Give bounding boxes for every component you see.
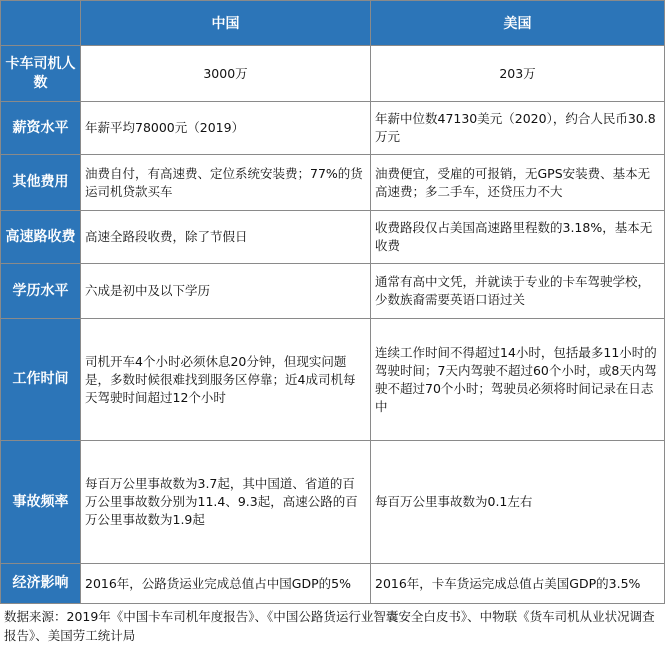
row-label: 薪资水平	[1, 102, 81, 155]
usa-cell: 2016年，卡车货运完成总值占美国GDP的3.5%	[371, 564, 665, 604]
table-row	[1, 319, 665, 441]
row-label: 卡车司机人数	[1, 46, 81, 102]
china-cell: 司机开车4个小时必须休息20分钟，但现实问题是，多数时候很难找到服务区停靠；近4成司机每天驾驶时间超过12个小时	[81, 319, 371, 441]
row-label: 学历水平	[1, 264, 81, 319]
header-corner	[1, 1, 81, 46]
data-source-note: 数据来源：2019年《中国卡车司机年度报告》、《中国公路货运行业智囊安全白皮书》、中物联《货车司机从业状况调查报告》、美国劳工统计局	[4, 609, 655, 643]
row-label: 工作时间	[1, 319, 81, 441]
china-cell: 六成是初中及以下学历	[81, 264, 371, 319]
row-label: 其他费用	[1, 155, 81, 211]
china-cell: 油费自付，有高速费、定位系统安装费；77%的货运司机贷款买车	[81, 155, 371, 211]
header-china: 中国	[81, 1, 371, 46]
china-cell: 年薪平均78000元（2019）	[81, 102, 371, 155]
table-row	[1, 211, 665, 264]
usa-cell: 连续工作时间不得超过14小时，包括最多11小时的驾驶时间；7天内驾驶不超过60个小时，或8天内驾驶不超过70个小时；驾驶员必须将时间记录在日志中	[371, 319, 665, 441]
table-row	[1, 46, 665, 102]
usa-cell: 年薪中位数47130美元（2020），约合人民币30.8万元	[371, 102, 665, 155]
usa-cell: 每百万公里事故数为0.1左右	[371, 441, 665, 564]
usa-cell: 通常有高中文凭，并就读于专业的卡车驾驶学校，少数族裔需要英语口语过关	[371, 264, 665, 319]
header-usa: 美国	[371, 1, 665, 46]
table-row	[1, 102, 665, 155]
china-cell: 3000万	[81, 46, 371, 102]
table-row	[1, 155, 665, 211]
table-row	[1, 264, 665, 319]
header-row	[1, 1, 665, 46]
row-label: 事故频率	[1, 441, 81, 564]
china-cell: 每百万公里事故数为3.7起，其中国道、省道的百万公里事故数分别为11.4、9.3起，高速公路的百万公里事故数为1.9起	[81, 441, 371, 564]
usa-cell: 收费路段仅占美国高速路里程数的3.18%，基本无收费	[371, 211, 665, 264]
china-cell: 2016年，公路货运业完成总值占中国GDP的5%	[81, 564, 371, 604]
china-cell: 高速全路段收费，除了节假日	[81, 211, 371, 264]
usa-cell: 油费便宜，受雇的可报销，无GPS安装费、基本无高速费；多二手车，还贷压力不大	[371, 155, 665, 211]
table-row	[1, 564, 665, 604]
usa-cell: 203万	[371, 46, 665, 102]
row-label: 高速路收费	[1, 211, 81, 264]
table-row	[1, 441, 665, 564]
row-label: 经济影响	[1, 564, 81, 604]
